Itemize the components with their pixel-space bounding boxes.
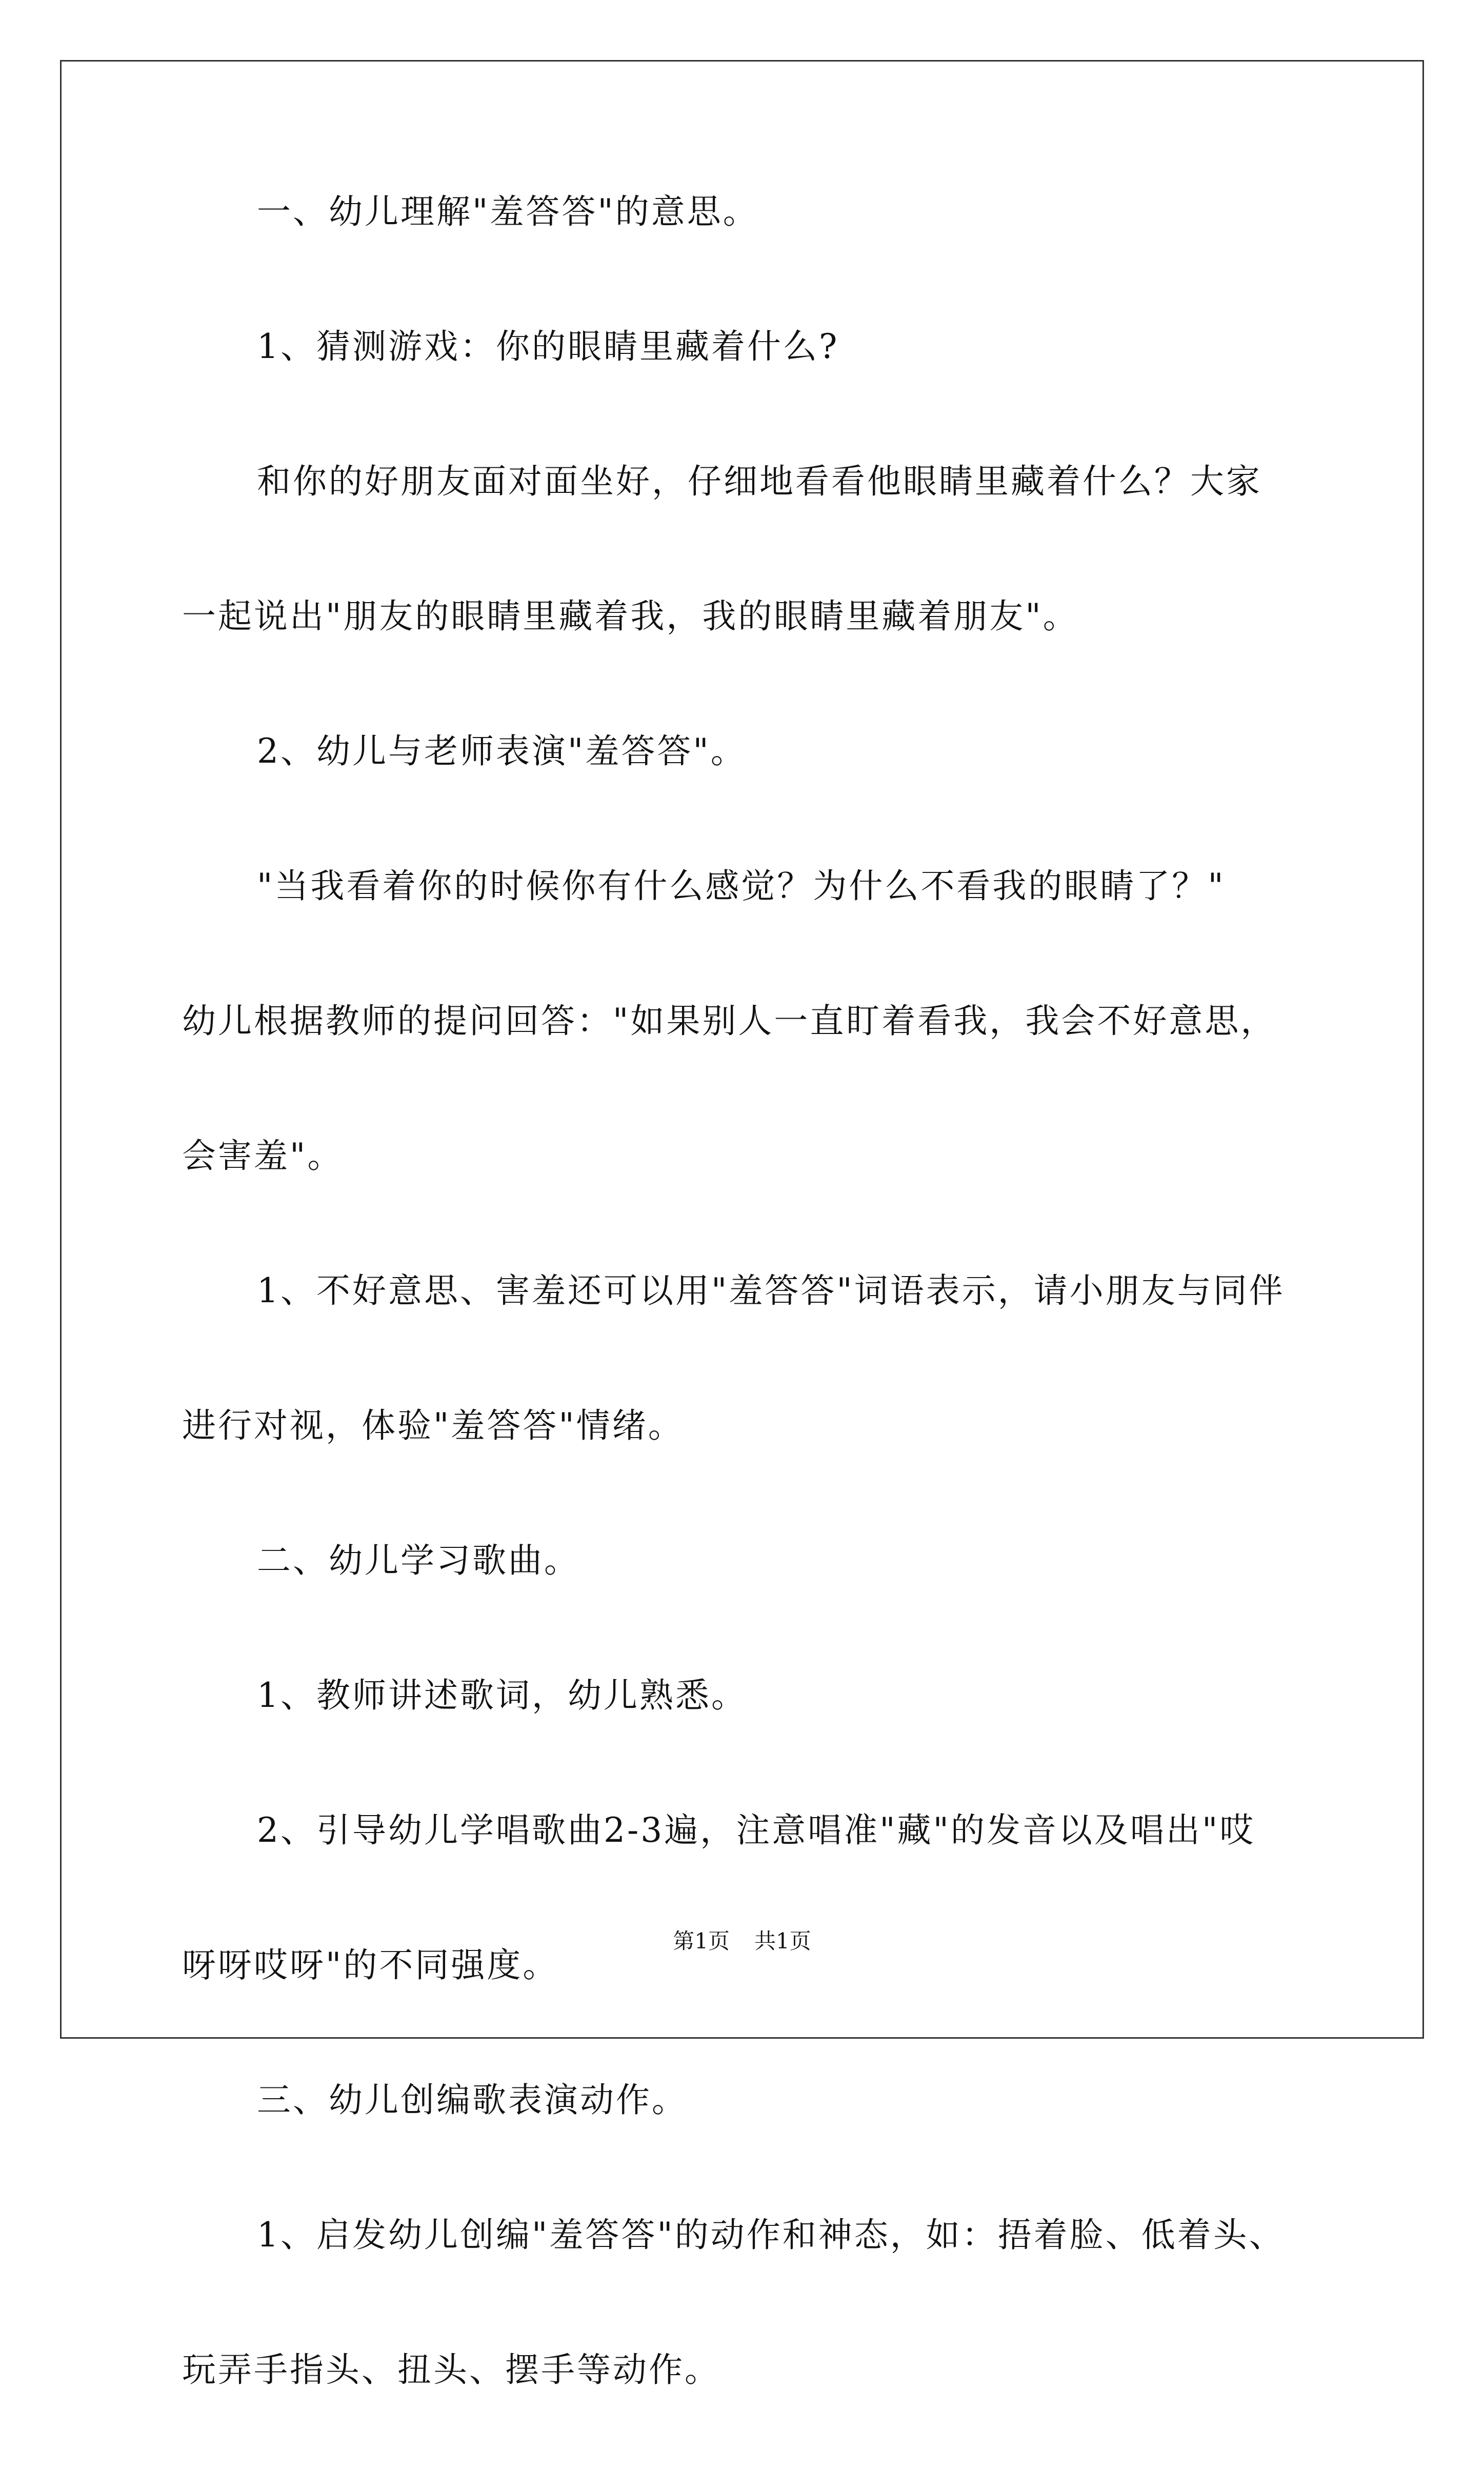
document-text xyxy=(182,192,1336,2390)
text-line: "当我看着你的时候你有什么感觉？为什么不看我的眼睛了？" xyxy=(257,866,1226,906)
text-line: 进行对视，体验"羞答答"情绪。 xyxy=(182,1406,684,1445)
text-line: 1、不好意思、害羞还可以用"羞答答"词语表示，请小朋友与同伴 xyxy=(257,1271,1285,1310)
text-line: 幼儿根据教师的提问回答："如果别人一直盯着看我，我会不好意思， xyxy=(182,1001,1277,1041)
text-line: 1、教师讲述歌词，幼儿熟悉。 xyxy=(257,1676,747,1715)
text-line: 呀呀哎呀"的不同强度。 xyxy=(182,1945,559,1985)
text-line: 1、启发幼儿创编"羞答答"的动作和神态，如：捂着脸、低着头、 xyxy=(257,2215,1285,2255)
text-line: 2、引导幼儿学唱歌曲2-3遍，注意唱准"藏"的发音以及唱出"哎 xyxy=(257,1810,1256,1850)
text-line: 会害羞"。 xyxy=(182,1136,344,1176)
text-line: 玩弄手指头、扭头、摆手等动作。 xyxy=(182,2350,720,2390)
page-number: 第1页 xyxy=(673,1928,730,1954)
text-line: 1、猜测游戏：你的眼睛里藏着什么? xyxy=(257,327,839,366)
text-line: 二、幼儿学习歌曲。 xyxy=(257,1541,580,1580)
document-body xyxy=(182,192,1336,2488)
page-total: 共1页 xyxy=(754,1928,811,1954)
text-line: 2、幼儿与老师表演"羞答答"。 xyxy=(257,731,747,771)
page-footer xyxy=(0,1929,1484,1953)
text-line: 一起说出"朋友的眼睛里藏着我，我的眼睛里藏着朋友"。 xyxy=(182,596,1079,636)
text-line: 一、幼儿理解"羞答答"的意思。 xyxy=(257,192,759,231)
text-line: 和你的好朋友面对面坐好，仔细地看看他眼睛里藏着什么？大家 xyxy=(257,462,1262,501)
text-line: 三、幼儿创编歌表演动作。 xyxy=(257,2080,688,2120)
